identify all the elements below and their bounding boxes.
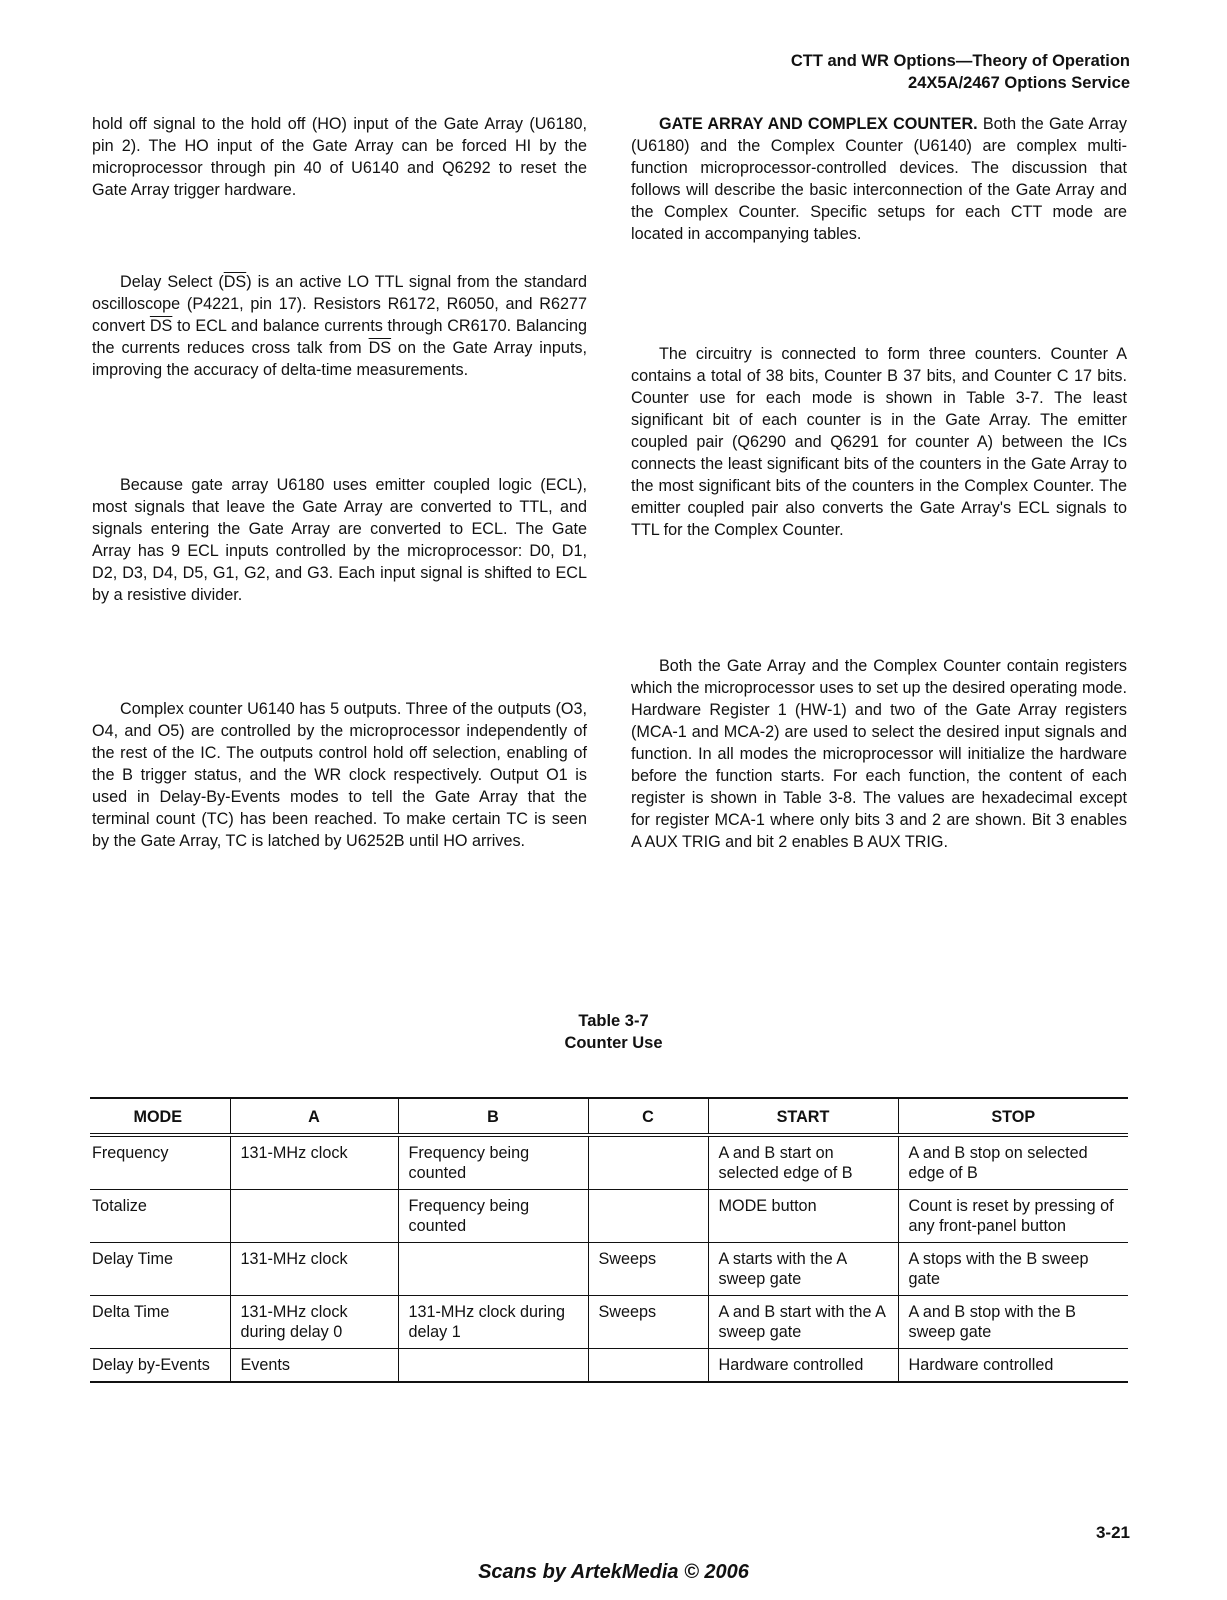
table-row bbox=[90, 1135, 1128, 1190]
table-cell: Frequency bbox=[90, 1135, 230, 1190]
column-header: B bbox=[398, 1098, 588, 1135]
right-paragraph-1: GATE ARRAY AND COMPLEX COUNTER. Both the Gate Array (U6180) and the Complex Counter (U6140) are complex multi-function microprocessor-controlled devices. The discussion that follows will describe the basic interconnection of the Gate Array and the Complex Counter. Specific setups for each CTT mode are located in accompanying tables. bbox=[631, 115, 1127, 243]
table-cell: Count is reset by pressing of any front-panel button bbox=[898, 1190, 1128, 1243]
table-cell: A and B stop on selected edge of B bbox=[898, 1135, 1128, 1190]
table-caption bbox=[0, 1010, 1227, 1054]
table-cell: Sweeps bbox=[588, 1243, 708, 1296]
table-cell: Delay by-Events bbox=[90, 1349, 230, 1383]
table-cell: 131-MHz clock bbox=[230, 1135, 398, 1190]
table-cell: 131-MHz clock bbox=[230, 1243, 398, 1296]
right-paragraph-2: The circuitry is connected to form three counters. Counter A contains a total of 38 bits, Counter B 37 bits, and Counter C 17 bits. Counter use for each mode is shown in Table 3-7. The least significant bit of each counter is in the Gate Array. The emitter coupled pair (Q6290 and Q6291 for counter A) between the ICs connects the least significant bits of the counters in the Gate Array to the most significant bits of the counters in the Complex Counter. The emitter coupled pair also converts the Gate Array's ECL signals to TTL for the Complex Counter. bbox=[631, 345, 1127, 539]
left-paragraph-2: Delay Select $(\overline{DS})$ is an active LO TTL signal from the standard oscilloscope (P4221, pin 17). Resistors R6172, R6050, and R6277 convert $\overline{DS}$ to ECL and balance currents through CR6170. Balancing the currents reduces cross talk from $\overline{DS}$ on the Gate Array inputs, improving the accuracy of delta-time measurements. bbox=[92, 273, 587, 379]
table-cell: MODE button bbox=[708, 1190, 898, 1243]
table-cell: Hardware controlled bbox=[898, 1349, 1128, 1383]
column-header: STOP bbox=[898, 1098, 1128, 1135]
table-row bbox=[90, 1296, 1128, 1349]
table-header-row bbox=[90, 1098, 1128, 1135]
table-cell: Frequency being counted bbox=[398, 1190, 588, 1243]
table-cell bbox=[398, 1243, 588, 1296]
ds-signal: $\overline{DS}$ bbox=[223, 273, 247, 291]
header-line-1: CTT and WR Options—Theory of Operation bbox=[790, 52, 1130, 70]
page-number: 3-21 bbox=[1095, 1523, 1130, 1542]
table-cell: Events bbox=[230, 1349, 398, 1383]
scan-credit: Scans by ArtekMedia © 2006 bbox=[478, 1561, 749, 1583]
column-header: START bbox=[708, 1098, 898, 1135]
table-cell: Totalize bbox=[90, 1190, 230, 1243]
table-cell: A and B start with the A sweep gate bbox=[708, 1296, 898, 1349]
ds-signal: $\overline{DS}$ bbox=[149, 317, 173, 335]
table-row bbox=[90, 1243, 1128, 1296]
table-row bbox=[90, 1349, 1128, 1383]
table-cell: Sweeps bbox=[588, 1296, 708, 1349]
table-cell: 131-MHz clock during delay 0 bbox=[230, 1296, 398, 1349]
ds-signal: $\overline{DS}$ bbox=[368, 339, 392, 357]
column-header: C bbox=[588, 1098, 708, 1135]
column-header: MODE bbox=[90, 1098, 230, 1135]
left-paragraph-3: Because gate array U6180 uses emitter coupled logic (ECL), most signals that leave the Gate Array are converted to TTL, and signals entering the Gate Array are converted to ECL. The Gate Array has 9 ECL inputs controlled by the microprocessor: D0, D1, D2, D3, D4, D5, G1, G2, and G3. Each input signal is shifted to ECL by a resistive divider. bbox=[92, 476, 587, 604]
table-number: Table 3-7 bbox=[578, 1012, 649, 1030]
section-heading: GATE ARRAY AND COMPLEX COUNTER. bbox=[659, 115, 978, 133]
table-cell: Frequency being counted bbox=[398, 1135, 588, 1190]
table-cell bbox=[588, 1190, 708, 1243]
table-cell: A and B start on selected edge of B bbox=[708, 1135, 898, 1190]
running-header bbox=[791, 50, 1130, 94]
table-cell: Hardware controlled bbox=[708, 1349, 898, 1383]
counter-use-table bbox=[90, 1097, 1128, 1383]
table-title: Counter Use bbox=[564, 1034, 663, 1052]
left-paragraph-4: Complex counter U6140 has 5 outputs. Three of the outputs (O3, O4, and O5) are controlled by the microprocessor independently of the rest of the IC. The outputs control hold off selection, enabling of the B trigger status, and the WR clock respectively. Output O1 is used in Delay-By-Events modes to tell the Gate Array that the terminal count (TC) has been reached. To make certain TC is seen by the Gate Array, TC is latched by U6252B until HO arrives. bbox=[92, 700, 587, 850]
left-paragraph-1: hold off signal to the hold off (HO) input of the Gate Array (U6180, pin 2). The HO input of the Gate Array can be forced HI by the microprocessor through pin 40 of U6140 and Q6292 to reset the Gate Array trigger hardware. bbox=[92, 115, 587, 199]
table-cell bbox=[230, 1190, 398, 1243]
column-header: A bbox=[230, 1098, 398, 1135]
table-cell: A stops with the B sweep gate bbox=[898, 1243, 1128, 1296]
table-cell bbox=[398, 1349, 588, 1383]
table-cell bbox=[588, 1349, 708, 1383]
header-line-2: 24X5A/2467 Options Service bbox=[908, 74, 1130, 92]
table-cell: A and B stop with the B sweep gate bbox=[898, 1296, 1128, 1349]
table-cell: A starts with the A sweep gate bbox=[708, 1243, 898, 1296]
table-cell: 131-MHz clock during delay 1 bbox=[398, 1296, 588, 1349]
table-row bbox=[90, 1190, 1128, 1243]
table-cell bbox=[588, 1135, 708, 1190]
right-paragraph-3: Both the Gate Array and the Complex Counter contain registers which the microprocessor uses to set up the desired operating mode. Hardware Register 1 (HW-1) and two of the Gate Array registers (MCA-1 and MCA-2) are used to select the desired input signals and function. In all modes the microprocessor will initialize the hardware before the function starts. For each function, the content of each register is shown in Table 3-8. The values are hexadecimal except for register MCA-1 where only bits 3 and 2 are shown. Bit 3 enables A AUX TRIG and bit 2 enables B AUX TRIG. bbox=[631, 657, 1127, 851]
table-cell: Delay Time bbox=[90, 1243, 230, 1296]
table-cell: Delta Time bbox=[90, 1296, 230, 1349]
